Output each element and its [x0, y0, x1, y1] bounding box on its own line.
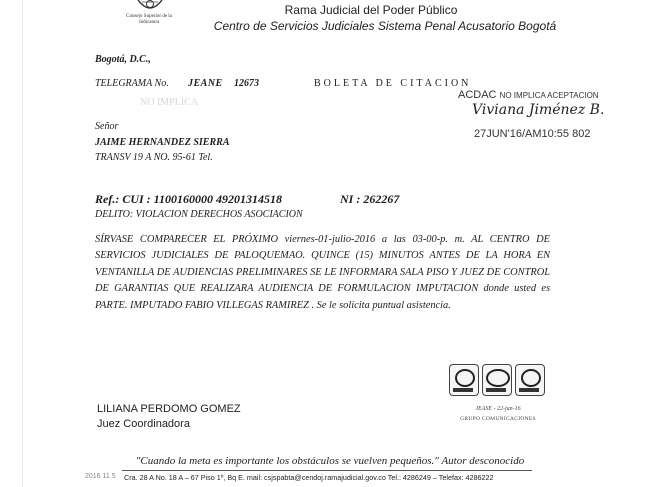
stamp-line-1: [458, 89, 599, 101]
footer-left-code: 2016 11 5: [85, 473, 116, 480]
recipient-name: JAIME HERNANDEZ SIERRA: [95, 137, 230, 148]
certification-logo-icon: [482, 364, 512, 396]
footer-contact: Cra. 28 A No. 18 A – 67 Piso 1º, Bq E. mail: csjspabta@cendoj.ramajudicial.gov.co Tel.: 4286249 – Telefax: 4286222: [124, 473, 494, 482]
signer-name: LILIANA PERDOMO GOMEZ: [97, 403, 241, 415]
header-title: Rama Judicial del Poder Público: [284, 3, 458, 17]
certification-logos: [449, 364, 545, 398]
offense-line: DELITO: VIOLACION DERECHOS ASOCIACION: [95, 209, 303, 220]
logos-caption-date: JEASE - 22-jun-16: [475, 406, 521, 412]
faint-stamp-text: NO IMPLICA: [140, 97, 199, 108]
reference-ni: NI : 262267: [340, 192, 400, 206]
certification-logo-icon: [449, 364, 479, 396]
judiciary-crest-icon: [128, 0, 172, 14]
crest-caption: Consejo Superior de la Judicatura: [126, 14, 172, 25]
page-margin-line: [22, 0, 23, 487]
footer-quote: "Cuando la meta es importante los obstáculos se vuelven pequeños." Autor desconocido: [135, 455, 525, 467]
signer-role: Juez Coordinadora: [97, 418, 190, 430]
footer-rule: [122, 470, 532, 471]
certification-logo-icon: [515, 364, 545, 396]
stamp-datetime: 27JUN'16/AM10:55 802: [474, 128, 591, 140]
telegram-code: JEANE: [188, 78, 223, 89]
document-heading: BOLETA DE CITACION: [314, 78, 472, 89]
stamp-signature: Viviana Jiménez B.: [472, 102, 605, 118]
logos-caption-group: GRUPO COMUNICACIONES: [460, 416, 536, 422]
telegram-number: 12673: [234, 78, 259, 89]
header-subtitle: Centro de Servicios Judiciales Sistema Penal Acusatorio Bogotá: [213, 19, 557, 33]
recipient-salutation: Señor: [95, 121, 119, 132]
received-stamp: [458, 89, 618, 149]
city-line: Bogotá, D.C.,: [95, 54, 151, 65]
summons-body: SÍRVASE COMPARECER EL PRÓXIMO viernes-01-julio-2016 a las 03-00-p. m. AL CENTRO DE SERVICIOS JUDICIALES DE PALOQUEMAO. QUINCE (15) MINUTOS ANTES DE LA HORA EN VENTANILLA DE AUDIENCIAS PRELIMINARES SE LE INFORMARA SALA PISO Y JUEZ DE CONTROL DE GARANTIAS QUE REALIZARA AUDIENCIA DE FORMULACION IMPUTACION donde usted es PARTE. IMPUTADO FABIO VILLEGAS RAMIREZ . Se le solicita puntual asistencia.: [95, 234, 550, 311]
telegram-label: TELEGRAMA No.: [95, 78, 169, 89]
stamp-acdac: ACDAC: [458, 89, 497, 101]
recipient-address: TRANSV 19 A NO. 95-61 Tel.: [95, 152, 213, 163]
reference-cui: Ref.: CUI : 1100160000 49201314518: [95, 192, 282, 206]
stamp-note: NO IMPLICA ACEPTACION: [499, 91, 599, 100]
